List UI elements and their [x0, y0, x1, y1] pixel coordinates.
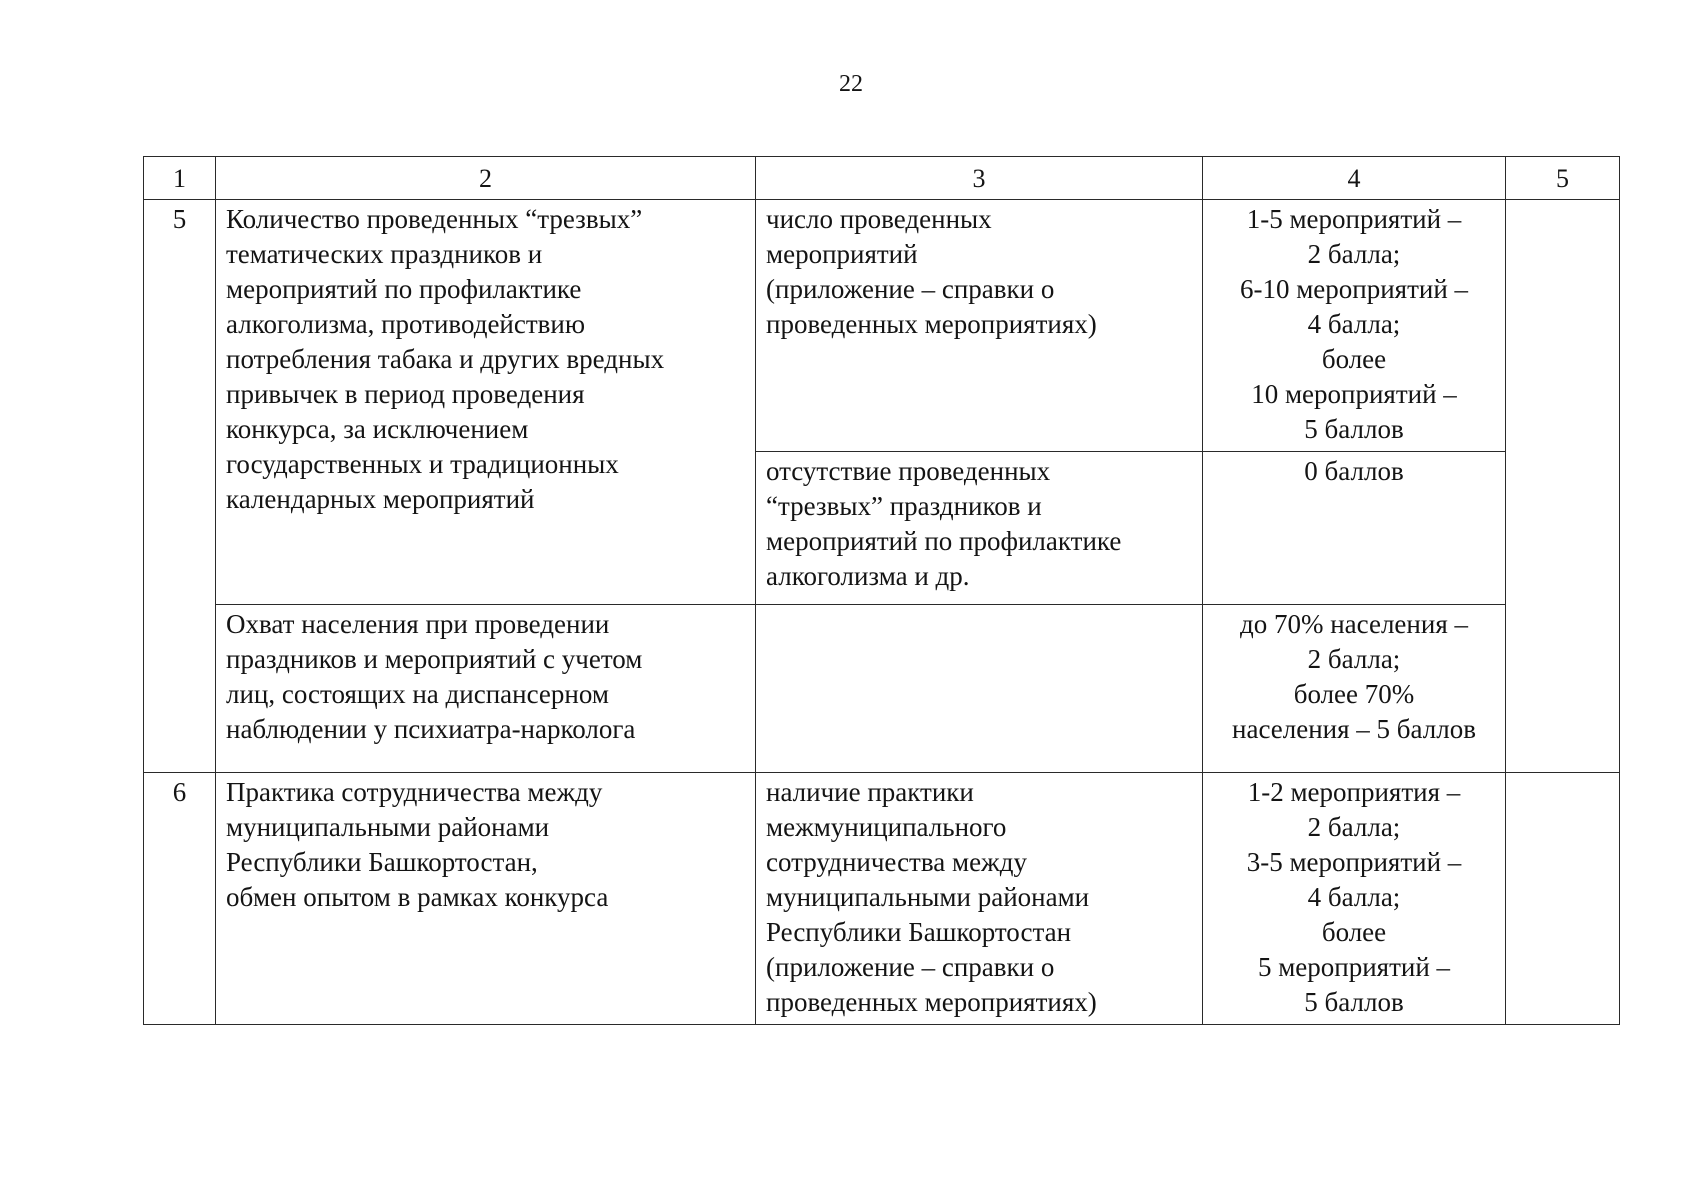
text-line: алкоголизма, противодействию — [226, 309, 586, 339]
text-line: лиц, состоящих на диспансерном — [226, 679, 609, 709]
table-row — [144, 773, 1620, 1025]
text-line: календарных мероприятий — [226, 484, 535, 514]
criterion-text — [226, 775, 745, 915]
indicator-cell — [756, 773, 1203, 1025]
table-row — [144, 200, 1620, 452]
indicator-cell — [756, 605, 1203, 773]
text-line: конкурса, за исключением — [226, 414, 529, 444]
text-line: наличие практики — [766, 777, 974, 807]
text-line: более — [1321, 917, 1387, 947]
text-line: (приложение – справки о — [766, 274, 1055, 304]
text-line: 5 мероприятий – — [1257, 952, 1451, 982]
text-line: муниципальными районами — [226, 812, 550, 842]
text-line: 2 балла; — [1307, 644, 1401, 674]
column-5-cell — [1506, 773, 1620, 1025]
score-cell — [1203, 605, 1506, 773]
text-line: 2 балла; — [1307, 239, 1401, 269]
text-line: алкоголизма и др. — [766, 561, 970, 591]
text-line: 5 баллов — [1304, 414, 1404, 444]
text-line: 1-2 мероприятия – — [1247, 777, 1461, 807]
indicator-text — [766, 202, 1192, 342]
column-header-2: 2 — [216, 157, 756, 200]
text-line: до 70% населения – — [1240, 609, 1468, 639]
text-line: более — [1321, 344, 1387, 374]
criterion-cell — [216, 773, 756, 1025]
text-line: Республики Башкортостан — [766, 917, 1072, 947]
text-line: межмуниципального — [766, 812, 1007, 842]
text-line: 2 балла; — [1307, 812, 1401, 842]
criterion-text — [226, 607, 745, 747]
text-line: мероприятий — [766, 239, 918, 269]
text-line: праздников и мероприятий с учетом — [226, 644, 643, 674]
table-row — [144, 605, 1620, 773]
text-line: более 70% — [1293, 679, 1415, 709]
text-line: населения – 5 баллов — [1232, 714, 1476, 744]
text-line: 3-5 мероприятий – — [1246, 847, 1462, 877]
text-line: 1-5 мероприятий – — [1246, 204, 1462, 234]
indicator-cell — [756, 452, 1203, 605]
text-line: потребления табака и других вредных — [226, 344, 665, 374]
table-header-row — [144, 157, 1620, 200]
criteria-table — [143, 156, 1620, 1025]
text-line: проведенных мероприятиях) — [766, 987, 1097, 1017]
text-line: проведенных мероприятиях) — [766, 309, 1097, 339]
text-line: 6-10 мероприятий – — [1239, 274, 1469, 304]
row-number: 5 — [144, 200, 216, 773]
text-line: отсутствие проведенных — [766, 456, 1051, 486]
score-text — [1209, 607, 1499, 747]
score-text — [1209, 454, 1499, 489]
text-line: муниципальными районами — [766, 882, 1090, 912]
text-line: тематических праздников и — [226, 239, 543, 269]
page-number: 22 — [839, 71, 863, 97]
indicator-text — [766, 454, 1192, 594]
score-cell — [1203, 773, 1506, 1025]
text-line: сотрудничества между — [766, 847, 1027, 877]
text-line: “трезвых” праздников и — [766, 491, 1042, 521]
text-line: 4 балла; — [1307, 882, 1401, 912]
text-line: Количество проведенных “трезвых” — [226, 204, 643, 234]
column-5-cell — [1506, 200, 1620, 773]
column-header-4: 4 — [1203, 157, 1506, 200]
text-line: привычек в период проведения — [226, 379, 585, 409]
criterion-cell — [216, 605, 756, 773]
text-line: Практика сотрудничества между — [226, 777, 603, 807]
text-line: Республики Башкортостан, — [226, 847, 538, 877]
text-line: мероприятий по профилактике — [226, 274, 582, 304]
indicator-cell — [756, 200, 1203, 452]
score-cell — [1203, 200, 1506, 452]
text-line: обмен опытом в рамках конкурса — [226, 882, 609, 912]
text-line: государственных и традиционных — [226, 449, 619, 479]
text-line: 0 баллов — [1304, 456, 1404, 486]
text-line: 4 балла; — [1307, 309, 1401, 339]
criterion-cell — [216, 200, 756, 605]
column-header-5: 5 — [1506, 157, 1620, 200]
score-cell — [1203, 452, 1506, 605]
column-header-1: 1 — [144, 157, 216, 200]
score-text — [1209, 775, 1499, 1020]
text-line: 10 мероприятий – — [1251, 379, 1457, 409]
text-line: (приложение – справки о — [766, 952, 1055, 982]
text-line: 5 баллов — [1304, 987, 1404, 1017]
text-line: Охват населения при проведении — [226, 609, 610, 639]
score-text — [1209, 202, 1499, 447]
text-line: наблюдении у психиатра-нарколога — [226, 714, 636, 744]
text-line: число проведенных — [766, 204, 992, 234]
row-number: 6 — [144, 773, 216, 1025]
column-header-3: 3 — [756, 157, 1203, 200]
text-line: мероприятий по профилактике — [766, 526, 1122, 556]
criterion-text — [226, 202, 745, 517]
indicator-text — [766, 775, 1192, 1020]
